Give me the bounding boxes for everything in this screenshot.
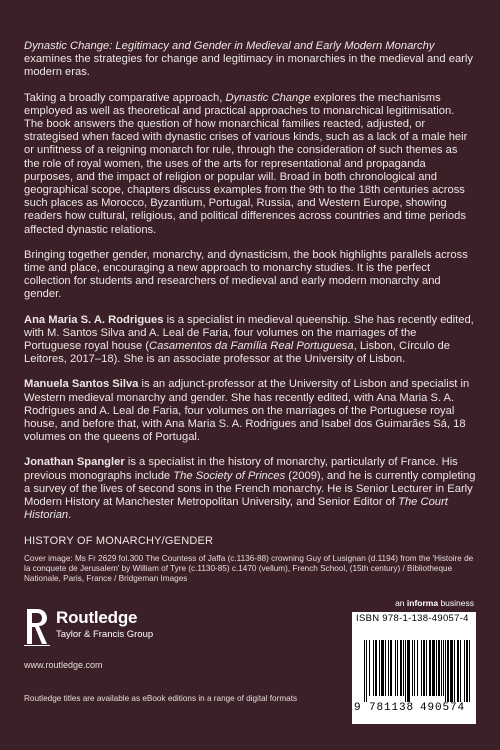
barcode-block [352, 612, 476, 724]
book-title-short: Dynastic Change [225, 91, 311, 104]
editor-bio-2 [24, 378, 476, 444]
barcode-digit-group-1: 781138 [369, 702, 415, 714]
ebook-note: Routledge titles are available as eBook editions in a range of digital formats [24, 694, 298, 703]
editor-bio-1 [24, 314, 476, 367]
bio-text: (2009), and he is currently completing a survey of the lives of second sons in the French monarchy. He is Senior Lecturer in Early Modern History at Manchester Metropolitan University, and Senior Editor of [24, 469, 476, 509]
informa-brand: informa [406, 598, 439, 608]
editor-name: Jonathan Spangler [24, 456, 125, 469]
publisher-name: Routledge [56, 608, 138, 627]
isbn-number: ISBN 978-1-138-49057-4 [356, 613, 469, 624]
back-cover-text [24, 40, 476, 584]
publisher-url: www.routledge.com [24, 660, 103, 670]
work-title: Casamentos da Família Real Portuguesa [149, 340, 354, 353]
barcode-bars [364, 640, 472, 702]
bio-text: is a specialist in the history of monarchy, particularly of France. His previous monographs include [24, 456, 458, 482]
barcode-digit-lead: 9 [354, 702, 361, 714]
paragraph-text: examines the strategies for change and legitimacy in monarchies in the medieval and early modern eras. [24, 53, 473, 79]
cover-image-credit: Cover image: Ms Fr 2629 fol.300 The Countess of Jaffa (c.1136-88) crowning Guy of Lusignan (d.1194) from the 'Histoire de la conquete de Jerusalem' by William of Tyre (c.1130-85) c.1470 (vellum), French School, (15th century) / Bibliotheque Nationale, Paris, France / Bridgeman Images [24, 553, 474, 583]
subject-category: HISTORY OF MONARCHY/GENDER [24, 534, 214, 547]
paragraph-text: explores the mechanisms employed as well as theoretical and practical approaches to monarchical legitimisation. The book answers the question of how monarchical families reacted, adjusted, or strategised when faced with dynastic crises of various kinds, such as a lack of a male heir or unfitness of a reigning monarch for rule, through the consideration of such themes as the role of royal women, the uses of the arts for representational and propaganda purposes, and the impact of religion or popular will. Broad in both chronological and geographical scope, chapters discuss examples from the 9th to the 18th centuries across such places as Morocco, Byzantium, Portugal, Russia, and Western Europe, showing readers how cultural, religious, and political differences across countries and time periods affected dynastic relations. [24, 91, 468, 236]
bio-text: . [68, 509, 72, 522]
publisher-group: Taylor & Francis Group [56, 629, 154, 640]
journal-title: The Court Historian [24, 496, 448, 522]
work-title: The Society of Princes [173, 469, 286, 482]
informa-pre: an [395, 598, 407, 608]
description-paragraph-1 [24, 40, 476, 80]
bio-text: , Lisbon, Círculo de Leitores, 2017–18). She is an associate professor at the University of Lisbon. [24, 340, 450, 366]
publisher-footer [0, 598, 500, 750]
book-title: Dynastic Change: Legitimacy and Gender in Medieval and Early Modern Monarchy [24, 40, 435, 52]
paragraph-text: Taking a broadly comparative approach, [24, 91, 226, 104]
informa-post: business [438, 598, 474, 608]
editor-bio-3 [24, 456, 476, 522]
description-paragraph-2 [24, 92, 476, 237]
routledge-r-icon [24, 606, 50, 646]
editor-name: Ana Maria S. A. Rodrigues [24, 313, 164, 326]
barcode-digit-group-2: 490574 [420, 702, 466, 714]
description-paragraph-3: Bringing together gender, monarchy, and dynasticism, the book highlights parallels across time and place, encouraging a new approach to monarchy studies. It is the perfect collection for students and researchers of medieval and early modern monarchy and gender. [24, 248, 468, 301]
bio-text: is an adjunct-professor at the University of Lisbon and specialist in Western medieval monarchy and gender. She has recently edited, with Ana Maria S. A. Rodrigues and A. Leal de Faria, four volumes on the marriages of the Portuguese royal house, and before that, with Ana Maria S. A. Rodrigues and Isabel dos Guimarães Sá, 18 volumes on the queens of Portugal. [24, 378, 470, 444]
routledge-logo [24, 606, 224, 646]
bio-text: is a specialist in medieval queenship. She has recently edited, with M. Santos Silva and A. Leal de Faria, four volumes on the marriages of the Portuguese royal house ( [24, 313, 474, 353]
editor-name: Manuela Santos Silva [24, 378, 139, 391]
informa-business-label [395, 598, 474, 608]
